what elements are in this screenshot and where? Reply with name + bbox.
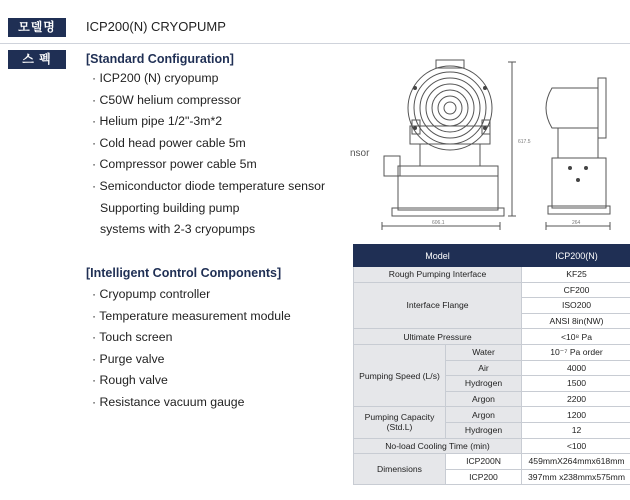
pumping-capacity-label-line1: Pumping Capacity [364,412,435,423]
list-item: systems with 2-3 cryopumps [100,222,256,237]
specification-table [353,244,630,485]
interface-flange-value: ANSI 8in(NW) [522,313,630,329]
cryopump-technical-drawing [340,48,630,233]
table-row [354,407,630,423]
side-dimension: 264 [572,220,581,226]
column-header-icp200n: ICP200(N) [522,245,630,267]
table-header-row [354,245,630,267]
width-dimension: 606.1 [432,220,445,226]
standard-config-title: [Standard Configuration] [86,52,234,66]
model-name-label: 모델명 [8,18,66,37]
column-header-model: Model [354,245,522,267]
pumping-speed-value: 2200 [522,391,630,407]
height-dimension: 617.5 [518,139,531,145]
list-item: · Purge valve [92,351,165,366]
spec-label: 스 펙 [8,50,66,69]
list-item: · Compressor power cable 5m [92,157,257,172]
pumping-capacity-value: 12 [522,422,630,438]
table-row [354,329,630,345]
model-name-value: ICP200(N) CRYOPUMP [86,19,226,34]
intelligent-control-list [92,284,291,414]
cooling-time-label: No-load Cooling Time (min) [354,438,522,454]
intelligent-control-title: [Intelligent Control Components] [86,266,282,280]
list-item: Supporting building pump [100,200,240,215]
table-row [354,344,630,360]
gas-label: Argon [446,407,522,423]
table-row [354,454,630,470]
pumping-capacity-label [354,407,446,438]
pumping-speed-value: 10⁻⁷ Pa order [522,344,630,360]
gas-label: Water [446,344,522,360]
pumping-speed-label: Pumping Speed (L/s) [354,344,446,406]
table-row [354,438,630,454]
cooling-time-value: <100 [522,438,630,454]
gas-label: Hydrogen [446,376,522,392]
pumping-capacity-label-line2: (Std.L) [386,422,413,433]
dimensions-model: ICP200 [446,469,522,485]
pumping-speed-value: 1500 [522,376,630,392]
pumping-capacity-value: 1200 [522,407,630,423]
dimensions-value: 397mm x238mmx575mm [522,469,630,485]
list-item: · ICP200 (N) cryopump [92,71,219,85]
ultimate-pressure-value: <10⁸ Pa [522,329,630,345]
sensor-label: nsor [350,148,370,159]
list-item: · C50W helium compressor [92,92,241,107]
gas-label: Argon [446,391,522,407]
interface-flange-label: Interface Flange [354,282,522,329]
list-item: · Cryopump controller [92,287,211,301]
interface-flange-value: CF200 [522,282,630,298]
dimensions-label: Dimensions [354,454,446,485]
standard-config-list [92,68,325,241]
list-item: · Temperature measurement module [92,308,291,323]
header-divider [0,43,630,44]
interface-flange-value: ISO200 [522,298,630,314]
ultimate-pressure-label: Ultimate Pressure [354,329,522,345]
list-item: · Semiconductor diode temperature sensor [92,178,326,193]
list-item: · Touch screen [92,330,173,345]
table-row [354,267,630,283]
list-item: · Resistance vacuum gauge [92,394,245,409]
list-item: · Rough valve [92,373,168,388]
dimensions-model: ICP200N [446,454,522,470]
rough-pumping-label: Rough Pumping Interface [354,267,522,283]
list-item: · Cold head power cable 5m [92,135,246,150]
rough-pumping-value: KF25 [522,267,630,283]
gas-label: Air [446,360,522,376]
dimensions-value: 459mmX264mmx618mm [522,454,630,470]
table-row [354,282,630,298]
pumping-speed-value: 4000 [522,360,630,376]
list-item: · Helium pipe 1/2"-3m*2 [92,114,223,129]
gas-label: Hydrogen [446,422,522,438]
